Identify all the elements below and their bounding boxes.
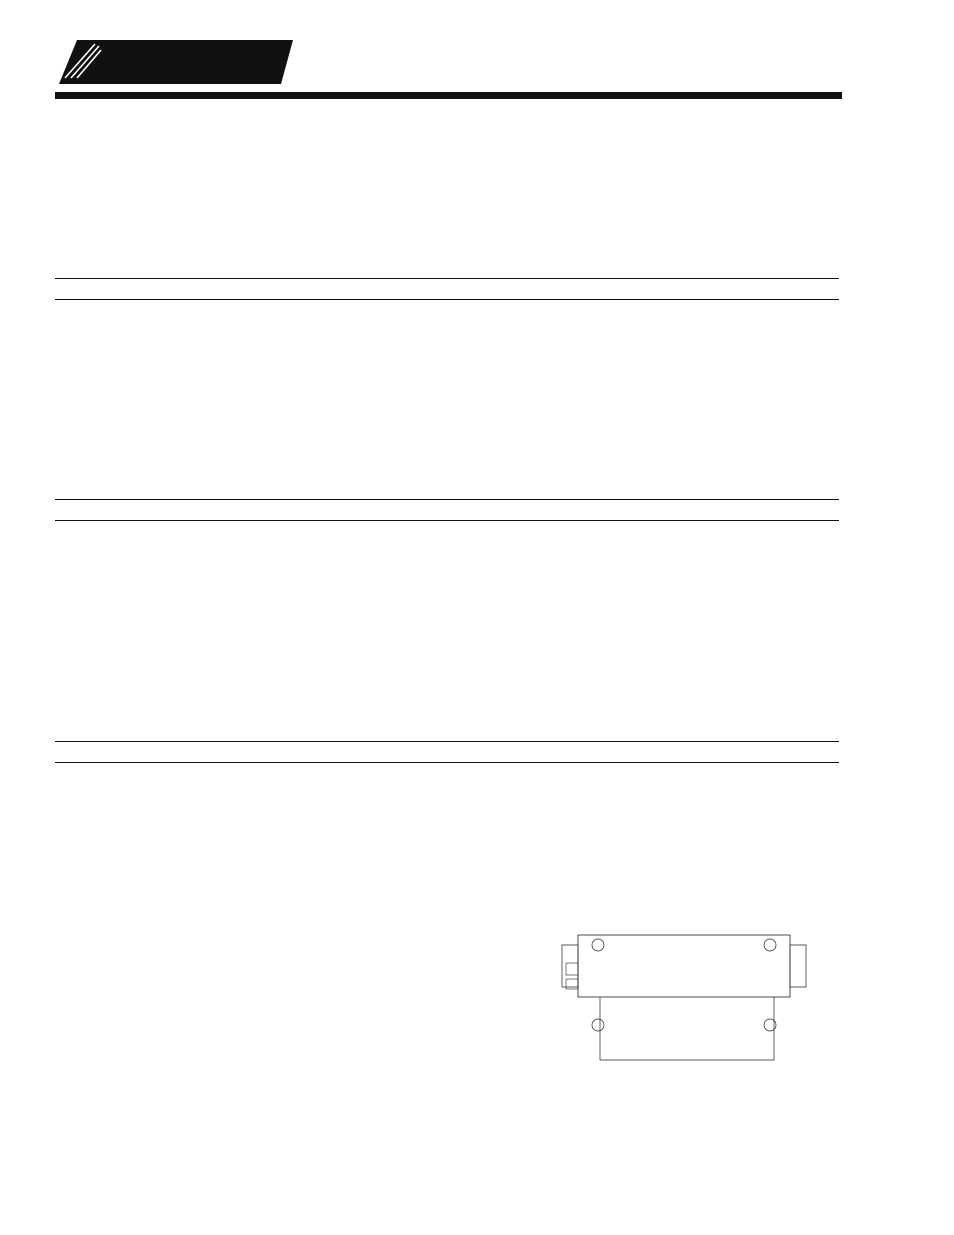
module-outline <box>578 935 790 997</box>
col-units <box>743 742 839 763</box>
brake-table <box>55 499 839 521</box>
col-symbol <box>500 279 622 300</box>
header-rule <box>55 92 842 99</box>
col-rating <box>621 500 743 521</box>
inverter-table <box>55 278 839 300</box>
col-characteristics <box>55 500 500 521</box>
col-characteristics <box>55 279 500 300</box>
col-units <box>743 279 839 300</box>
col-symbol <box>500 500 622 521</box>
col-units <box>743 500 839 521</box>
col-characteristics <box>55 742 500 763</box>
chip-location-diagram <box>510 885 820 1110</box>
col-rating <box>621 279 743 300</box>
powerex-logo <box>55 38 295 88</box>
module-table <box>55 741 839 763</box>
col-rating <box>621 742 743 763</box>
col-symbol <box>500 742 622 763</box>
